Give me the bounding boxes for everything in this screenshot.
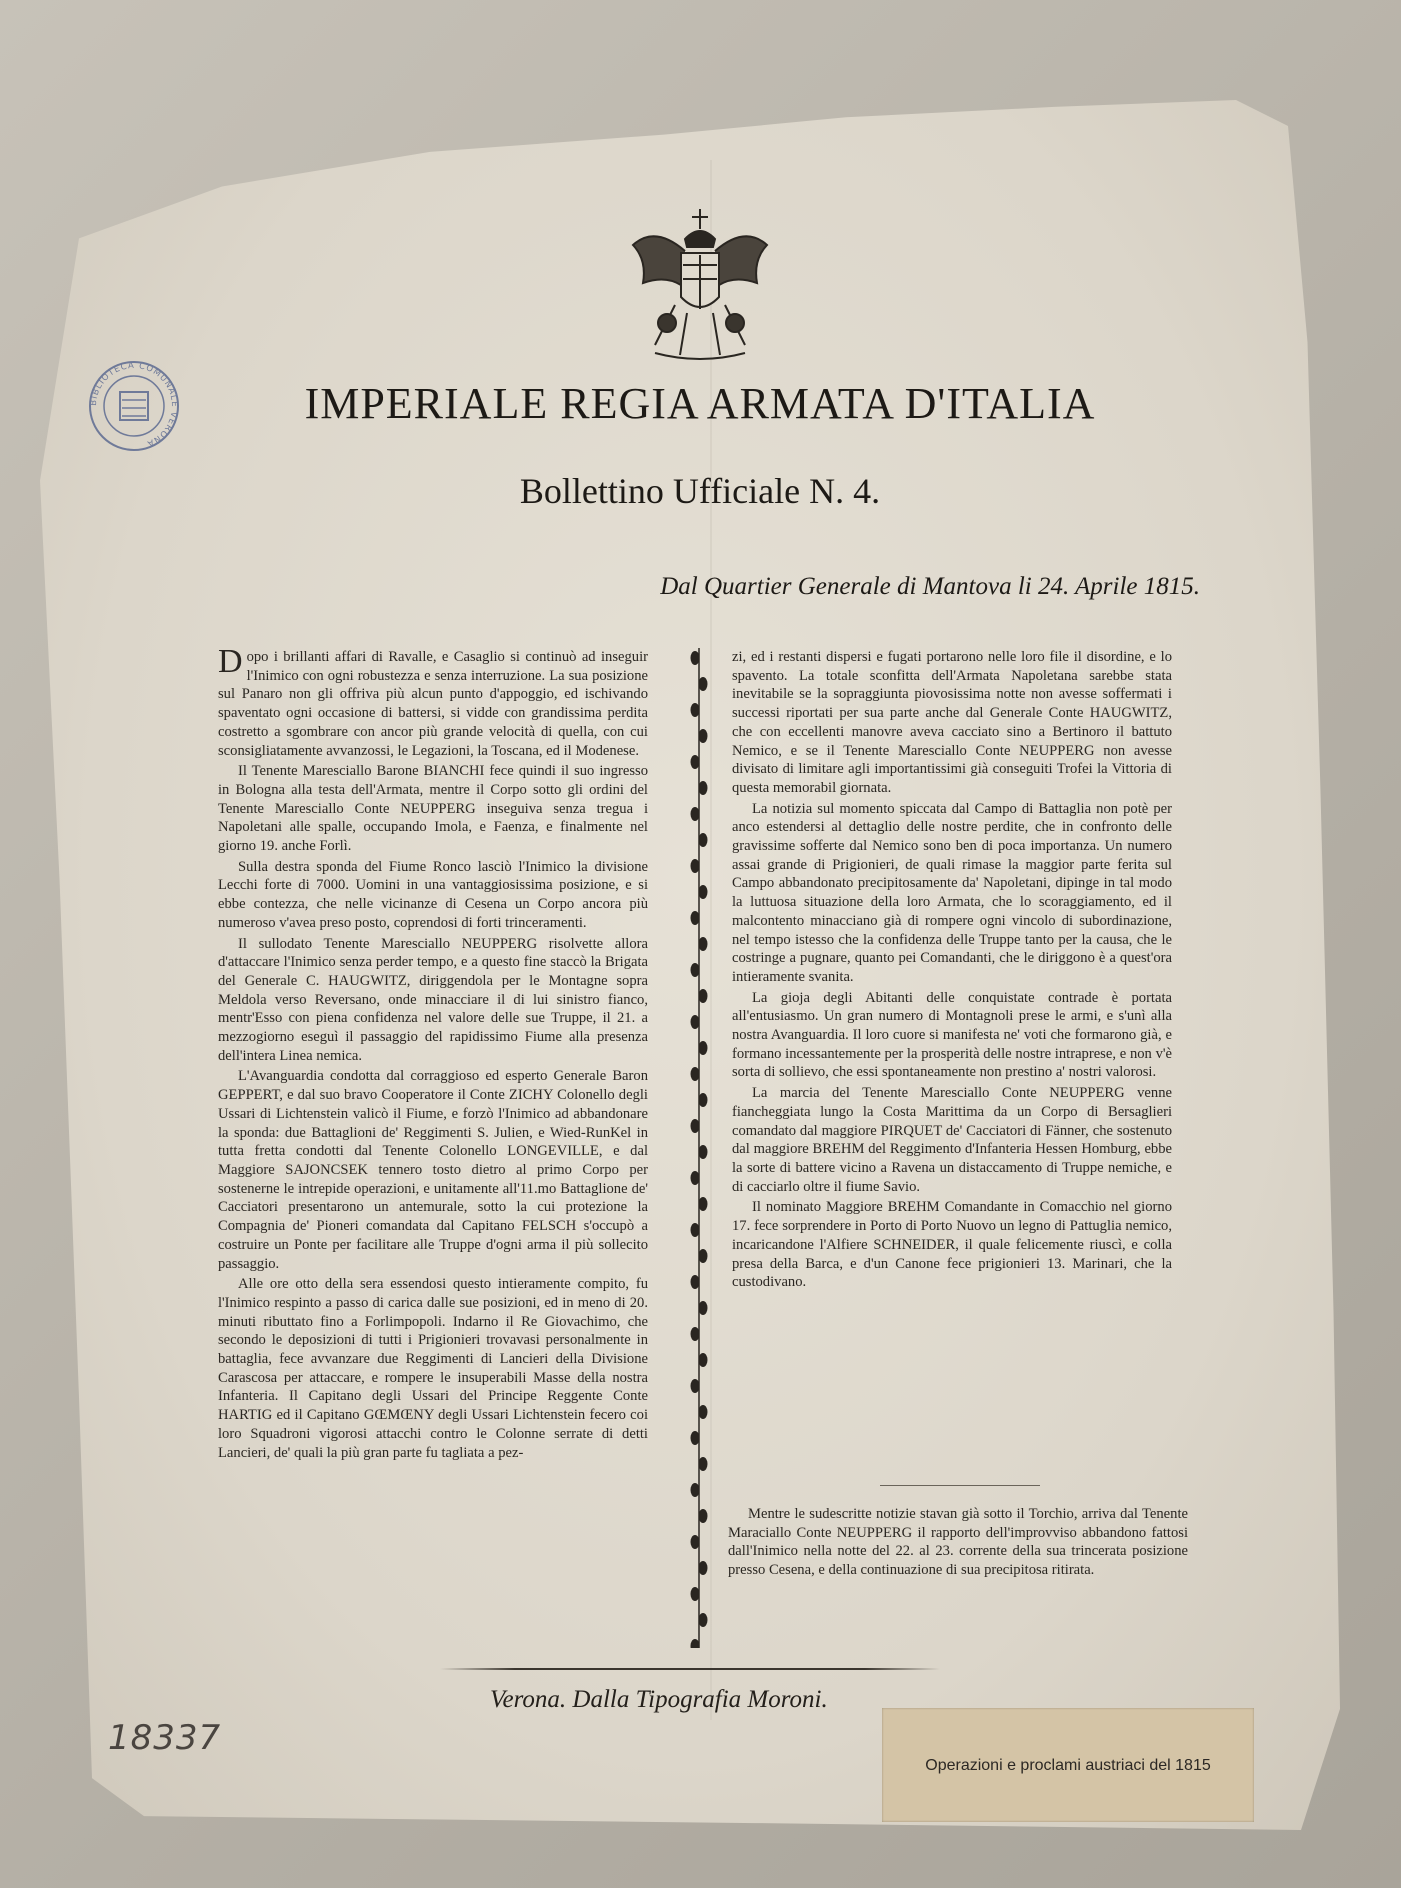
vine-leaf: [699, 1405, 708, 1419]
vine-leaf: [691, 911, 700, 925]
vine-leaf: [691, 1067, 700, 1081]
paragraph: zi, ed i restanti dispersi e fugati portarono nelle loro file il disordine, e lo spavento. La totale sconfitta dell'Armata Napoletana sarebbe stata inevitabile se la sopraggiunta piovosissima notte non avesse soffermati i successi riportati per sua parte anche dal Generale Conte HAUGWITZ, che con eccellenti manovre aveva cacciato sino a Bertinoro il battuto Nemico, e se il Tenente Maresciallo Conte NEUPPERG non avesse divisato di limitare agli importantissimi già conseguiti Trofei la Vittoria di questa memorabil giornata.: [732, 649, 1172, 796]
vine-leaf: [699, 1041, 708, 1055]
vine-leaf: [691, 1379, 700, 1393]
archive-label: [882, 1708, 1254, 1822]
paragraph: Sulla destra sponda del Fiume Ronco lasciò l'Inimico la divisione Lecchi forte di 7000. Uomini in una vantaggiosissima posizione, e si ebbe contezza, che nelle vicinanze di Cesena un Corpo ancora più numeroso v'avea preso posto, coprendosi di forti trinceramenti.: [218, 858, 648, 931]
archive-label-text: Operazioni e proclami austriaci del 1815: [925, 1756, 1211, 1774]
vine-leaf: [699, 1561, 708, 1575]
vine-leaf: [691, 1535, 700, 1549]
paragraph: Il sullodato Tenente Maresciallo NEUPPERG risolvette allora d'attaccare l'Inimico senza perder tempo, e a questo fine staccò la Brigata del Generale C. HAUGWITZ, diriggendola per le Montagne sopra Meldola verso Reversano, onde minacciare il di lui sinistro fianco, mentr'Esso con piena confidenza nel valore delle sue Truppe, il 21. a mezzogiorno eseguì il passaggio del rapidissimo Fiume alla presenza dell'intera Linea nemica.: [218, 935, 648, 1064]
vine-leaf: [699, 1353, 708, 1367]
vine-leaf: [691, 703, 700, 717]
paragraph: La marcia del Tenente Maresciallo Conte NEUPPERG venne fiancheggiata lungo la Costa Marittima da un Corpo di Bersaglieri comandato dal maggiore PIRQUET de' Cacciatori di Fänner, che sostenuto dal maggiore BREHM del Reggimento d'Infanteria Hessen Homburg, ebbe la sorte di battere vicino a Ravena un distaccamento di Truppe nemiche, e di cacciarlo oltre il fiume Savio.: [732, 1085, 1172, 1195]
paragraph-text: opo i brillanti affari di Ravalle, e Casaglio si continuò ad inseguir l'Inimico con ogni robustezza e senza interruzione. La sua posizione sul Panaro non gli offriva più alcun punto d'appoggio, ed ischivando spaventato ogni occasione di battersi, si vidde con grandissima perdita costretto a sgombrare con ancor più grande velocità di quella, con cui sconsigliatamente avvanzossi, le Legazioni, la Toscana, ed il Modenese.: [218, 649, 648, 759]
paragraph: Il Tenente Maresciallo Barone BIANCHI fece quindi il suo ingresso in Bologna alla testa dell'Armata, mentre il Corpo sotto gli ordini del Tenente Maresciallo Conte NEUPPERG inseguiva senza tregua i Napoletani alle spalle, occupando Imola, e Faenza, e finalmente nel giorno 19. anche Forlì.: [218, 763, 648, 855]
vine-leaf: [691, 963, 700, 977]
paragraph: La notizia sul momento spiccata dal Campo di Battaglia non potè per anco estendersi al dettaglio delle nostre perdite, che in confronto delle gravissime sofferte dal Nemico sono ben di poca importanza. Un numero assai grande di Prigionieri, de quali rimase la maggior parte ferita sul Campo abbandonato precipitosamente da' Napoletani, dipinge in tal modo la luttuosa situazione della loro Armata, che lo scoraggiamento, ed il malcontento minacciano già di rompere ogni vincolo di subordinazione, nel tempo istesso che la confidenza delle Truppe tanto per la causa, che le costringe a pugnare, quanto pei Comandanti, che le diriggono è a quest'ora intieramente svanita.: [732, 800, 1172, 985]
vine-leaf: [699, 1613, 708, 1627]
paragraph: Alle ore otto della sera essendosi questo intieramente compito, fu l'Inimico respinto a passo di carica dalle sue posizioni, ed in meno di 20. minuti ributtato fino a Forlimpopoli. Indarno il Re Giovachimo, che secondo le deposizioni di tutti i Prigionieri trovavasi personalmente in battaglia, fece avvanzare due Reggimenti di Lancieri della Divisione Carascosa per attaccare, e rompere le insuperabili Masse della nostra Infanteria. Il Capitano degli Ussari del Principe Reggente Conte HARTIG ed il Capitano GŒMŒNY degli Ussari Lichtenstein fecero coi loro Squadroni vigorosi attacchi contro le Colonne serrate di detti Lancieri, de' quali la più gran parte fu tagliata a pez-: [218, 1276, 648, 1461]
vine-leaf: [691, 1483, 700, 1497]
postscript-text: Mentre le sudescritte notizie stavan già sotto il Torchio, arriva dal Tenente Maraciallo Conte NEUPPERG il rapporto dell'improvviso abbandono fattosi dall'Inimico nella notte del 22. al 23. corrente della sua trincerata posizione presso Cesena, e della continuazione di sua precipitosa ritirata.: [728, 1506, 1188, 1579]
vine-leaf: [699, 1301, 708, 1315]
vine-leaf: [691, 755, 700, 769]
vine-leaf: [691, 1639, 700, 1648]
right-column: [732, 648, 1172, 1294]
vine-leaf: [691, 1119, 700, 1133]
vine-leaf: [691, 807, 700, 821]
bulletin-subtitle: Bollettino Ufficiale N. 4.: [519, 471, 881, 511]
vine-leaf: [699, 1509, 708, 1523]
vine-leaf: [699, 781, 708, 795]
postscript: [728, 1505, 1188, 1580]
vine-leaf: [699, 937, 708, 951]
imperial-eagle-crest-icon: [625, 205, 775, 365]
vine-leaf: [691, 1223, 700, 1237]
vine-leaf: [699, 1197, 708, 1211]
vine-leaf: [691, 1587, 700, 1601]
dateline: Dal Quartier Generale di Mantova li 24. Aprile 1815.: [660, 573, 1200, 600]
vine-leaf: [699, 1093, 708, 1107]
vine-leaf: [699, 885, 708, 899]
vine-leaf: [691, 651, 700, 665]
vine-leaf: [699, 1249, 708, 1263]
ornamental-vine-divider: [688, 648, 710, 1648]
vine-leaf: [699, 833, 708, 847]
vine-leaf: [699, 989, 708, 1003]
vine-leaf: [691, 859, 700, 873]
page-title: IMPERIALE REGIA ARMATA D'ITALIA: [304, 379, 1096, 428]
printer-imprint: Verona. Dalla Tipografia Moroni.: [490, 1686, 828, 1713]
vine-leaf: [699, 729, 708, 743]
paragraph: L'Avanguardia condotta dal corraggioso ed esperto Generale Baron GEPPERT, e dal suo bravo Cooperatore il Conte ZICHY Colonello degli Ussari di Lichtenstein valicò il Fiume, e forzò l'Inimico ad abbandonare la sponda: due Battaglioni de' Reggimenti S. Julien, e Wied-RunKel in tutta fretta condotti dal Tenente Colonello LONGEVILLE, e dal Maggiore SAJONCSEK tennero tosto dietro al primo Corpo per sostenerne le intrepide operazioni, e unitamente all'11.mo Battaglione de' Cacciatori presentarono un antemurale, sotto la cui protezione la Compagnia de' Pioneri comandata dal Capitano FELSCH s'occupò a costruire un Ponte per facilitare alle Truppe d'ogni arma il più sollecito passaggio.: [218, 1068, 648, 1272]
left-column: [218, 643, 648, 1464]
vine-leaf: [699, 1457, 708, 1471]
stamp-text: BIBLIOTECA COMUNALE VERONA: [88, 360, 180, 449]
inventory-number: 18337: [108, 1718, 222, 1758]
paragraph: La gioja degli Abitanti delle conquistate contrade è portata all'entusiasmo. Un gran numero di Montagnoli prese le armi, e s'unì alla nostra Avanguardia. Il loro cuore si manifesta ne' voti che formarono già, e formano incessantemente per la prosperità delle nostre intraprese, e non v'è sorta di sollievo, che essi spontaneamente non prestino a' nostri valorosi.: [732, 989, 1172, 1081]
paragraph: [218, 643, 648, 760]
vine-leaf: [691, 1327, 700, 1341]
vine-leaf: [699, 677, 708, 691]
section-divider: [880, 1485, 1040, 1486]
drop-cap: D: [218, 643, 243, 680]
vine-leaf: [691, 1275, 700, 1289]
vine-leaf: [691, 1171, 700, 1185]
vine-leaf: [691, 1431, 700, 1445]
paragraph: Il nominato Maggiore BREHM Comandante in Comacchio nel giorno 17. fece sorprendere in Porto di Porto Nuovo un legno di Pattuglia nemico, incaricandone l'Alfiere SCHNEIDER, il quale felicemente riuscì, e colla presa della Barca, e d'un Canone fece prigionieri 13. Marinari, che la custodivano.: [732, 1199, 1172, 1291]
vine-leaf: [699, 1145, 708, 1159]
bottom-rule: [440, 1668, 940, 1670]
vine-leaf: [691, 1015, 700, 1029]
